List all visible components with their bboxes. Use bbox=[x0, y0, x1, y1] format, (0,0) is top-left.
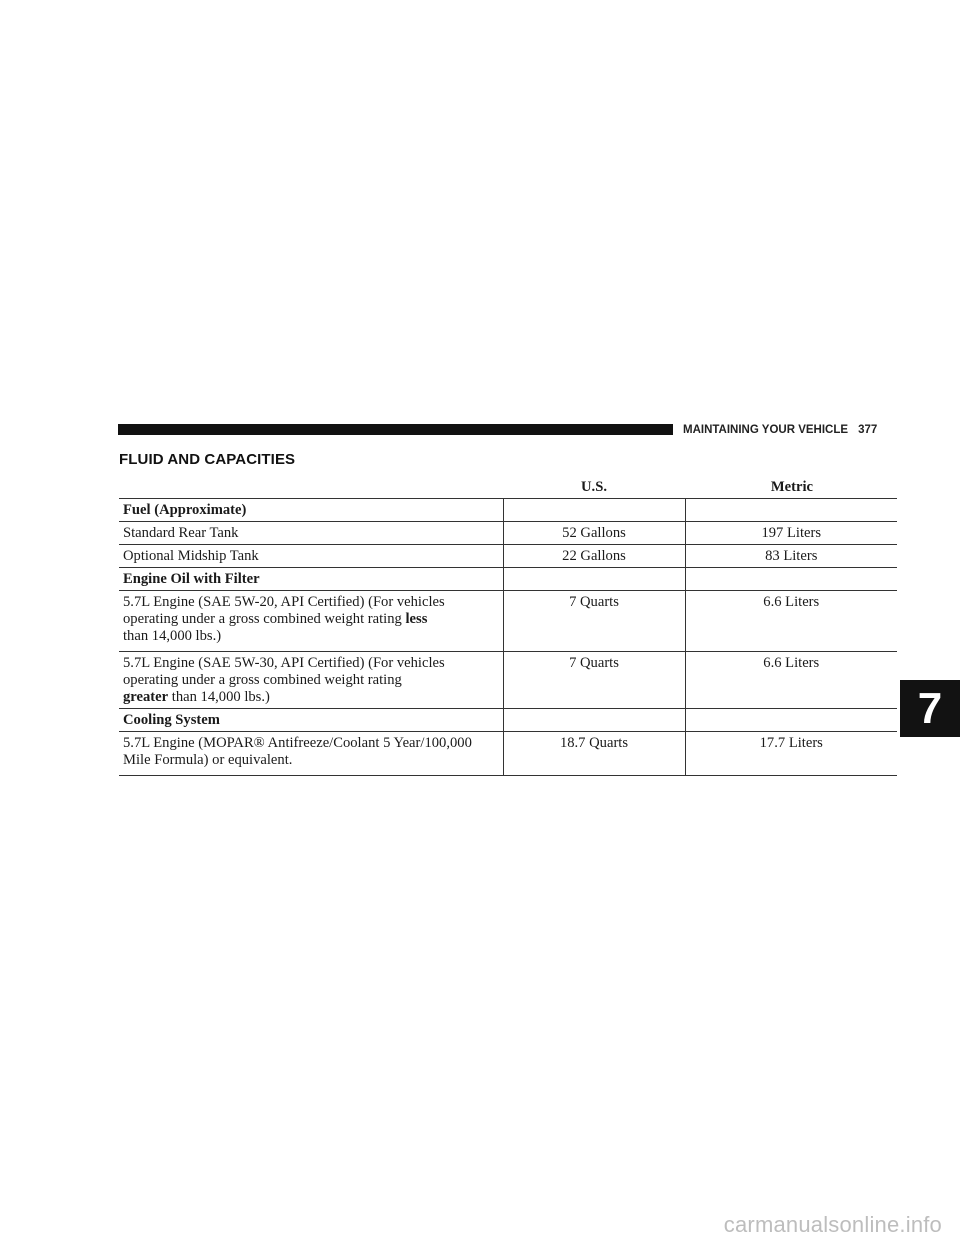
label-text: 5.7L Engine (SAE 5W-30, API Certified) (For vehicles operating under a gross combined weight rating bbox=[123, 655, 445, 688]
table-row-fuel-category bbox=[119, 499, 897, 522]
row-metric-value: 197 Liters bbox=[685, 522, 897, 545]
label-text: 5.7L Engine (SAE 5W-20, API Certified) (For vehicles operating under a gross combined weight rating bbox=[123, 594, 445, 627]
running-title: MAINTAINING YOUR VEHICLE bbox=[683, 424, 849, 436]
row-label: Engine Oil with Filter bbox=[119, 568, 503, 591]
row-metric-value bbox=[685, 499, 897, 522]
row-metric-value bbox=[685, 568, 897, 591]
section-title: FLUID AND CAPACITIES bbox=[119, 451, 296, 468]
column-header-item bbox=[119, 476, 503, 499]
label-emphasis: less bbox=[405, 611, 428, 627]
row-label: Fuel (Approximate) bbox=[119, 499, 503, 522]
running-head bbox=[683, 423, 903, 437]
row-us-value bbox=[503, 709, 685, 732]
chapter-tab: 7 bbox=[900, 680, 960, 737]
table-row-engine-5w20 bbox=[119, 591, 897, 652]
row-metric-value: 83 Liters bbox=[685, 545, 897, 568]
table-row-coolant bbox=[119, 732, 897, 776]
row-label bbox=[119, 652, 503, 709]
row-us-value: 22 Gallons bbox=[503, 545, 685, 568]
row-label: Standard Rear Tank bbox=[119, 522, 503, 545]
row-us-value bbox=[503, 499, 685, 522]
row-us-value bbox=[503, 568, 685, 591]
row-metric-value: 6.6 Liters bbox=[685, 652, 897, 709]
table-row-standard-rear-tank bbox=[119, 522, 897, 545]
label-emphasis: greater bbox=[123, 689, 169, 705]
column-header-us: U.S. bbox=[503, 476, 685, 499]
row-label: 5.7L Engine (MOPAR® Antifreeze/Coolant 5 Year/100,000 Mile Formula) or equivalent. bbox=[119, 732, 503, 776]
page-number: 377 bbox=[858, 424, 878, 436]
table-header-row bbox=[119, 476, 897, 499]
row-label: Optional Midship Tank bbox=[119, 545, 503, 568]
row-label: Cooling System bbox=[119, 709, 503, 732]
table-row-engine-5w30 bbox=[119, 652, 897, 709]
label-text-end: than 14,000 lbs.) bbox=[171, 689, 270, 705]
header-rule bbox=[118, 424, 673, 435]
row-us-value: 7 Quarts bbox=[503, 591, 685, 652]
table-row-cooling-category bbox=[119, 709, 897, 732]
watermark-text: carmanualsonline.info bbox=[723, 1212, 942, 1237]
capacities-table bbox=[119, 476, 897, 776]
row-metric-value: 17.7 Liters bbox=[685, 732, 897, 776]
row-label bbox=[119, 591, 503, 652]
row-us-value: 18.7 Quarts bbox=[503, 732, 685, 776]
row-us-value: 7 Quarts bbox=[503, 652, 685, 709]
row-metric-value: 6.6 Liters bbox=[685, 591, 897, 652]
column-header-metric: Metric bbox=[685, 476, 897, 499]
row-us-value: 52 Gallons bbox=[503, 522, 685, 545]
table-row-engine-oil-category bbox=[119, 568, 897, 591]
table-row-optional-midship-tank bbox=[119, 545, 897, 568]
label-text-end: than 14,000 lbs.) bbox=[123, 628, 222, 644]
row-metric-value bbox=[685, 709, 897, 732]
